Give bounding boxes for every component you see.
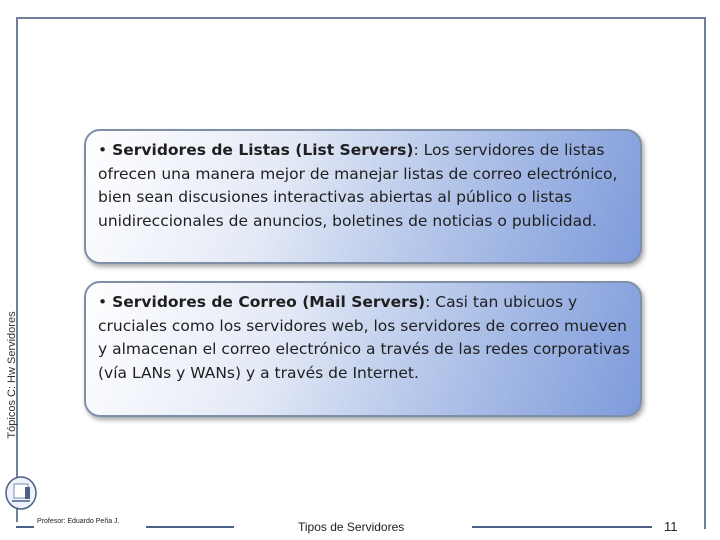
bullet-term: Servidores de Correo (Mail Servers): [112, 293, 426, 311]
sidebar-vertical-label: [6, 290, 18, 460]
bullet-text: : Los servidores de listas ofrecen una manera mejor de manejar listas de correo electrónico, bien sean discusiones interactivas abiertas al público o listas unidireccionales de anuncios, boletines de noticias o publicidad.: [98, 141, 618, 230]
footer-line-right: [472, 526, 652, 528]
footer-title: Tipos de Servidores: [298, 520, 405, 534]
frame-top-border: [16, 17, 706, 19]
bullet-list-servers: [84, 129, 642, 264]
footer-line-left: [16, 526, 34, 528]
frame-right-border: [704, 17, 706, 529]
bullet-marker: •: [98, 293, 113, 311]
footer-line-middle-left: [146, 526, 234, 528]
page-number: 11: [664, 519, 678, 534]
bullet-text: : Casi tan ubicuos y cruciales como los servidores web, los servidores de correo mueven y almacenan el correo electrónico a través de las redes corporativas (vía LANs y WANs) y a través de Internet.: [98, 293, 630, 382]
bullet-term: Servidores de Listas (List Servers): [112, 141, 414, 159]
sidebar-label-text: Tópicos C: Hw Servidores: [6, 311, 18, 439]
bullet-mail-servers: [84, 281, 642, 417]
footer-professor: Profesor: Eduardo Peña J.: [37, 518, 120, 525]
institution-logo-icon: [4, 475, 38, 511]
bullet-marker: •: [98, 141, 113, 159]
